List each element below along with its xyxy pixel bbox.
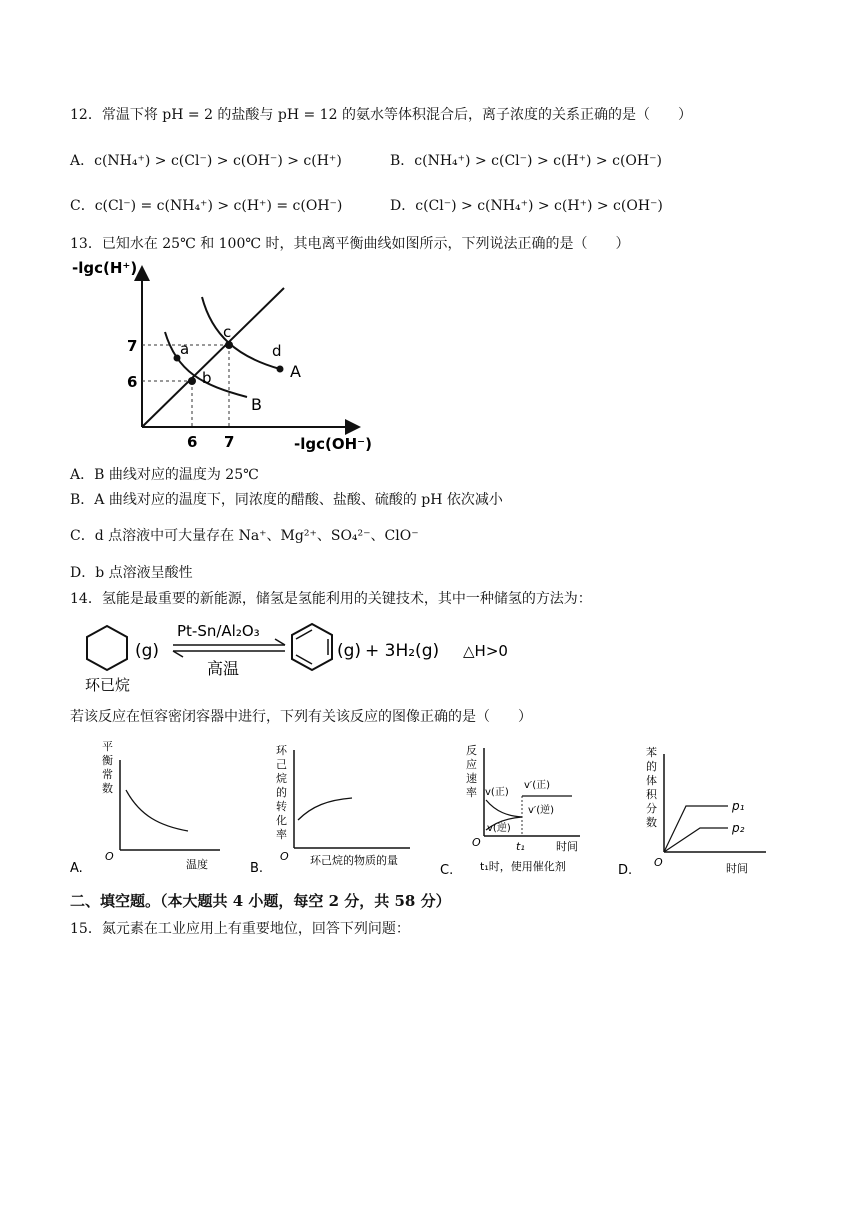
condition-label: 高温 <box>207 659 240 678</box>
q13-label-c: c <box>223 323 232 341</box>
enthalpy-label: △H>0 <box>463 642 508 660</box>
catalyst-label: Pt-Sn/Al₂O₃ <box>177 622 260 640</box>
q14-graph-b <box>250 738 420 878</box>
graph-d-p1: p₁ <box>732 799 745 813</box>
reverse-arrow-head <box>173 651 183 657</box>
graph-d-ylabel-2: 体 <box>646 774 657 787</box>
graph-d-ylabel-3: 积 <box>646 788 657 801</box>
q14-substem: 若该反应在恒容密闭容器中进行，下列有关该反应的图像正确的是（ ） <box>70 709 532 725</box>
reactant-name: 环已烷 <box>85 676 131 694</box>
q13-ylabel: -lgc(H⁺) <box>72 259 138 277</box>
cyclohexane-structure <box>87 626 127 670</box>
graph-d-xlabel: 时间 <box>726 862 748 875</box>
graph-a-ylabel-1: 衡 <box>102 754 113 767</box>
q14-graph-a <box>70 738 240 878</box>
graph-b-ylabel-1: 己 <box>276 758 287 771</box>
q13-xtick-6: 6 <box>187 433 198 451</box>
q13-option-d: D．b 点溶液呈酸性 <box>70 565 193 581</box>
benzene-structure <box>292 624 332 670</box>
graph-c-ylabel-3: 率 <box>466 786 477 799</box>
graph-a-xlabel: 温度 <box>186 858 208 871</box>
q12-option-d: D．c(Cl⁻) > c(NH₄⁺) > c(H⁺) > c(OH⁻) <box>390 198 663 214</box>
graph-c-ylabel-0: 反 <box>466 744 477 757</box>
graph-b-letter: B. <box>250 861 264 876</box>
reactant-phase: (g) <box>135 641 160 661</box>
graph-c-xlabel: 时间 <box>556 840 578 853</box>
q13-label-a: a <box>180 340 190 358</box>
graph-a-ylabel-3: 数 <box>102 782 113 795</box>
q12-stem: 12．常温下将 pH = 2 的盐酸与 pH = 12 的氨水等体积混合后，离子浓度的关系正确的是（ ） <box>70 107 692 123</box>
q13-point-b-dot <box>188 377 196 385</box>
graph-c-v2rev: v′(逆) <box>528 805 554 816</box>
graph-a-origin: O <box>105 850 114 863</box>
q13-figure <box>72 255 372 460</box>
graph-c-caption: t₁时，使用催化剂 <box>480 860 566 873</box>
graph-b-ylabel-0: 环 <box>276 744 287 757</box>
product-phase: (g) <box>337 641 362 661</box>
graph-b-origin: O <box>280 850 289 863</box>
product-rest: + 3H₂(g) <box>365 641 440 661</box>
q13-label-b: b <box>202 369 212 387</box>
graph-b-ylabel-5: 化 <box>276 814 287 827</box>
q13-option-a: A．B 曲线对应的温度为 25℃ <box>70 467 259 483</box>
graph-c-v2fwd: v′(正) <box>524 780 550 791</box>
q13-xtick-7: 7 <box>224 433 235 451</box>
graph-b-ylabel-2: 烷 <box>276 772 287 785</box>
q13-option-c: C．d 点溶液中可大量存在 Na⁺、Mg²⁺、SO₄²⁻、ClO⁻ <box>70 528 419 544</box>
graph-a-ylabel-0: 平 <box>102 740 113 753</box>
q13-point-d-dot <box>277 366 284 373</box>
graph-d-ylabel-5: 数 <box>646 816 657 829</box>
graph-d-origin: O <box>654 856 663 869</box>
graph-b-curve <box>298 798 352 820</box>
q12-option-c: C．c(Cl⁻) = c(NH₄⁺) > c(H⁺) = c(OH⁻) <box>70 198 343 214</box>
q12-option-b: B．c(NH₄⁺) > c(Cl⁻) > c(H⁺) > c(OH⁻) <box>390 153 662 169</box>
q14-reaction-equation <box>85 618 545 696</box>
graph-d-p2: p₂ <box>732 821 745 835</box>
q14-stem: 14．氢能是最重要的新能源，储氢是氢能利用的关键技术，其中一种储氢的方法为： <box>70 591 592 607</box>
q13-diagonal <box>142 288 284 427</box>
graph-c-origin: O <box>472 836 481 849</box>
graph-a-curve <box>126 790 188 831</box>
q13-option-b: B．A 曲线对应的温度下，同浓度的醋酸、盐酸、硫酸的 pH 依次减小 <box>70 492 503 508</box>
q13-stem: 13．已知水在 25℃ 和 100℃ 时，其电离平衡曲线如图所示，下列说法正确的是（ ） <box>70 236 630 252</box>
q13-label-d: d <box>272 342 282 360</box>
graph-c-letter: C. <box>440 863 454 878</box>
q13-curve-label-a: A <box>290 362 301 381</box>
q13-ytick-6: 6 <box>127 373 138 391</box>
q14-graph-d <box>618 738 788 878</box>
q12-option-a: A．c(NH₄⁺) > c(Cl⁻) > c(OH⁻) > c(H⁺) <box>70 153 342 169</box>
graph-a-letter: A. <box>70 861 83 876</box>
q13-xlabel: -lgc(OH⁻) <box>294 435 372 453</box>
q13-ytick-7: 7 <box>127 337 138 355</box>
graph-c-fwd-curve <box>486 800 522 817</box>
graph-d-ylabel-1: 的 <box>646 760 657 773</box>
q15-stem: 15．氮元素在工业应用上有重要地位，回答下列问题： <box>70 921 410 937</box>
graph-b-ylabel-3: 的 <box>276 786 287 799</box>
graph-d-ylabel-0: 苯 <box>646 746 657 759</box>
q14-graph-c <box>440 740 615 880</box>
graph-b-ylabel-6: 率 <box>276 828 287 841</box>
forward-arrow-head <box>275 639 285 645</box>
q13-curve-label-b: B <box>251 395 262 414</box>
graph-b-ylabel-4: 转 <box>276 800 287 813</box>
section-heading: 二、填空题。（本大题共 4 小题，每空 2 分，共 58 分） <box>70 892 451 910</box>
graph-c-ylabel-2: 速 <box>466 772 477 785</box>
graph-c-vfwd: v(正) <box>485 787 509 798</box>
graph-c-t1: t₁ <box>516 840 525 853</box>
q13-point-c-dot <box>225 341 233 349</box>
graph-c-ylabel-1: 应 <box>466 758 477 771</box>
graph-c-vrev: v(逆) <box>487 823 511 834</box>
graph-d-ylabel-4: 分 <box>646 802 657 815</box>
graph-b-xlabel: 环己烷的物质的量 <box>310 854 398 867</box>
graph-d-letter: D. <box>618 863 633 878</box>
graph-a-ylabel-2: 常 <box>102 768 113 781</box>
